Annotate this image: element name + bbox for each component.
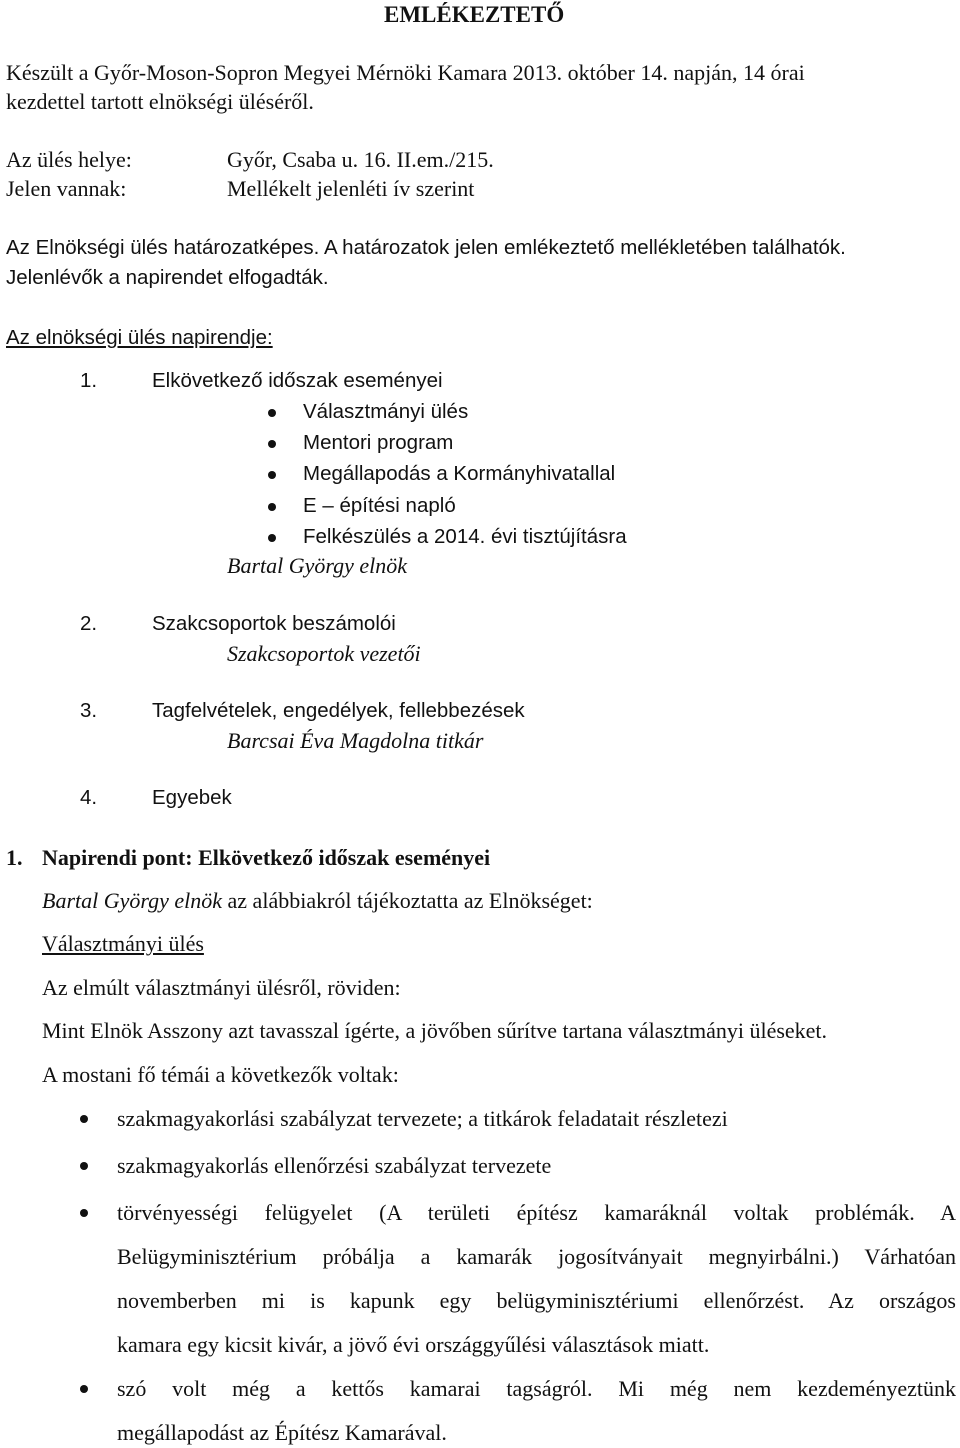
agenda-item-1-num: 1.: [80, 369, 98, 392]
agenda-bullet: Megállapodás a Kormányhivatallal: [303, 462, 616, 485]
agenda-bullet: E – építési napló: [303, 494, 456, 517]
section-1-paragraph-2: Mint Elnök Asszony azt tavasszal ígérte, a jövőben sűrítve tartana választmányi üléseket.: [42, 1018, 828, 1043]
section-1-num: 1.: [6, 845, 23, 870]
agenda-bullet: Választmányi ülés: [303, 400, 469, 423]
topic-bullet: szakmagyakorlás ellenőrzési szabályzat tervezete: [117, 1153, 552, 1178]
agenda-item-3-presenter: Barcsai Éva Magdolna titkár: [227, 728, 484, 753]
agenda-item-3-title: Tagfelvételek, engedélyek, fellebbezések: [152, 699, 525, 722]
place-label: Az ülés helye:: [6, 147, 132, 172]
intro-line-1: Készült a Győr-Moson-Sopron Megyei Mérnöki Kamara 2013. október 14. napján, 14 órai: [6, 60, 805, 85]
agenda-item-1-presenter: Bartal György elnök: [227, 553, 408, 578]
agenda-item-1-title: Elkövetkező időszak eseményei: [152, 369, 443, 392]
present-label: Jelen vannak:: [6, 176, 127, 201]
quorum-line-2: Jelenlévők a napirendet elfogadták.: [6, 266, 329, 289]
bullet-icon: [268, 440, 276, 448]
bullet-icon: [80, 1209, 88, 1217]
topic-bullet: szakmagyakorlási szabályzat tervezete; a titkárok feladatait részletezi: [117, 1106, 728, 1131]
topic-bullet-line: megállapodást az Építész Kamarával.: [117, 1420, 447, 1445]
agenda-heading: Az elnökségi ülés napirendje:: [6, 326, 273, 349]
place-value: Győr, Csaba u. 16. II.em./215.: [227, 147, 494, 172]
present-value: Mellékelt jelenléti ív szerint: [227, 176, 475, 201]
bullet-icon: [268, 471, 276, 479]
bullet-icon: [80, 1115, 88, 1123]
agenda-item-4-num: 4.: [80, 786, 98, 809]
section-1-subheading: Választmányi ülés: [42, 931, 204, 956]
bullet-icon: [268, 503, 276, 511]
agenda-item-2-num: 2.: [80, 612, 98, 635]
topic-bullet-line: Belügyminisztérium próbálja a kamarák jogosítványait megnyirbálni.) Várhatóan: [117, 1244, 956, 1269]
topic-bullet-line: kamara egy kicsit kivár, a jövő évi országgyűlési választások miatt.: [117, 1332, 710, 1357]
agenda-item-2-presenter: Szakcsoportok vezetői: [227, 641, 421, 666]
section-1-paragraph-3: A mostani fő témái a következők voltak:: [42, 1062, 399, 1087]
section-1-lead: [42, 888, 593, 914]
section-1-heading: Napirendi pont: Elkövetkező időszak eseményei: [42, 845, 491, 870]
topic-bullet-line: szó volt még a kettős kamarai tagságról. Mi még nem kezdeményeztünk: [117, 1376, 956, 1401]
bullet-icon: [268, 534, 276, 542]
agenda-bullet: Mentori program: [303, 431, 454, 454]
topic-bullet-line: novemberben mi is kapunk egy belügyminisztériumi ellenőrzést. Az országos: [117, 1288, 956, 1313]
agenda-item-3-num: 3.: [80, 699, 98, 722]
agenda-item-4-title: Egyebek: [152, 786, 232, 809]
quorum-line-1: Az Elnökségi ülés határozatképes. A határozatok jelen emlékeztető mellékletében találhatók.: [6, 236, 846, 259]
lead-name: Bartal György elnök: [42, 888, 223, 913]
document-title: EMLÉKEZTETŐ: [384, 2, 565, 27]
topic-bullet-line: törvényességi felügyelet (A területi építész kamaráknál voltak problémák. A: [117, 1200, 956, 1225]
lead-rest: az alábbiakról tájékoztatta az Elnökséget:: [222, 888, 593, 913]
intro-line-2: kezdettel tartott elnökségi üléséről.: [6, 89, 314, 114]
bullet-icon: [268, 409, 276, 417]
bullet-icon: [80, 1385, 88, 1393]
agenda-bullet: Felkészülés a 2014. évi tisztújításra: [303, 525, 627, 548]
agenda-item-2-title: Szakcsoportok beszámolói: [152, 612, 396, 635]
section-1-paragraph-1: Az elmúlt választmányi ülésről, röviden:: [42, 975, 401, 1000]
bullet-icon: [80, 1162, 88, 1170]
